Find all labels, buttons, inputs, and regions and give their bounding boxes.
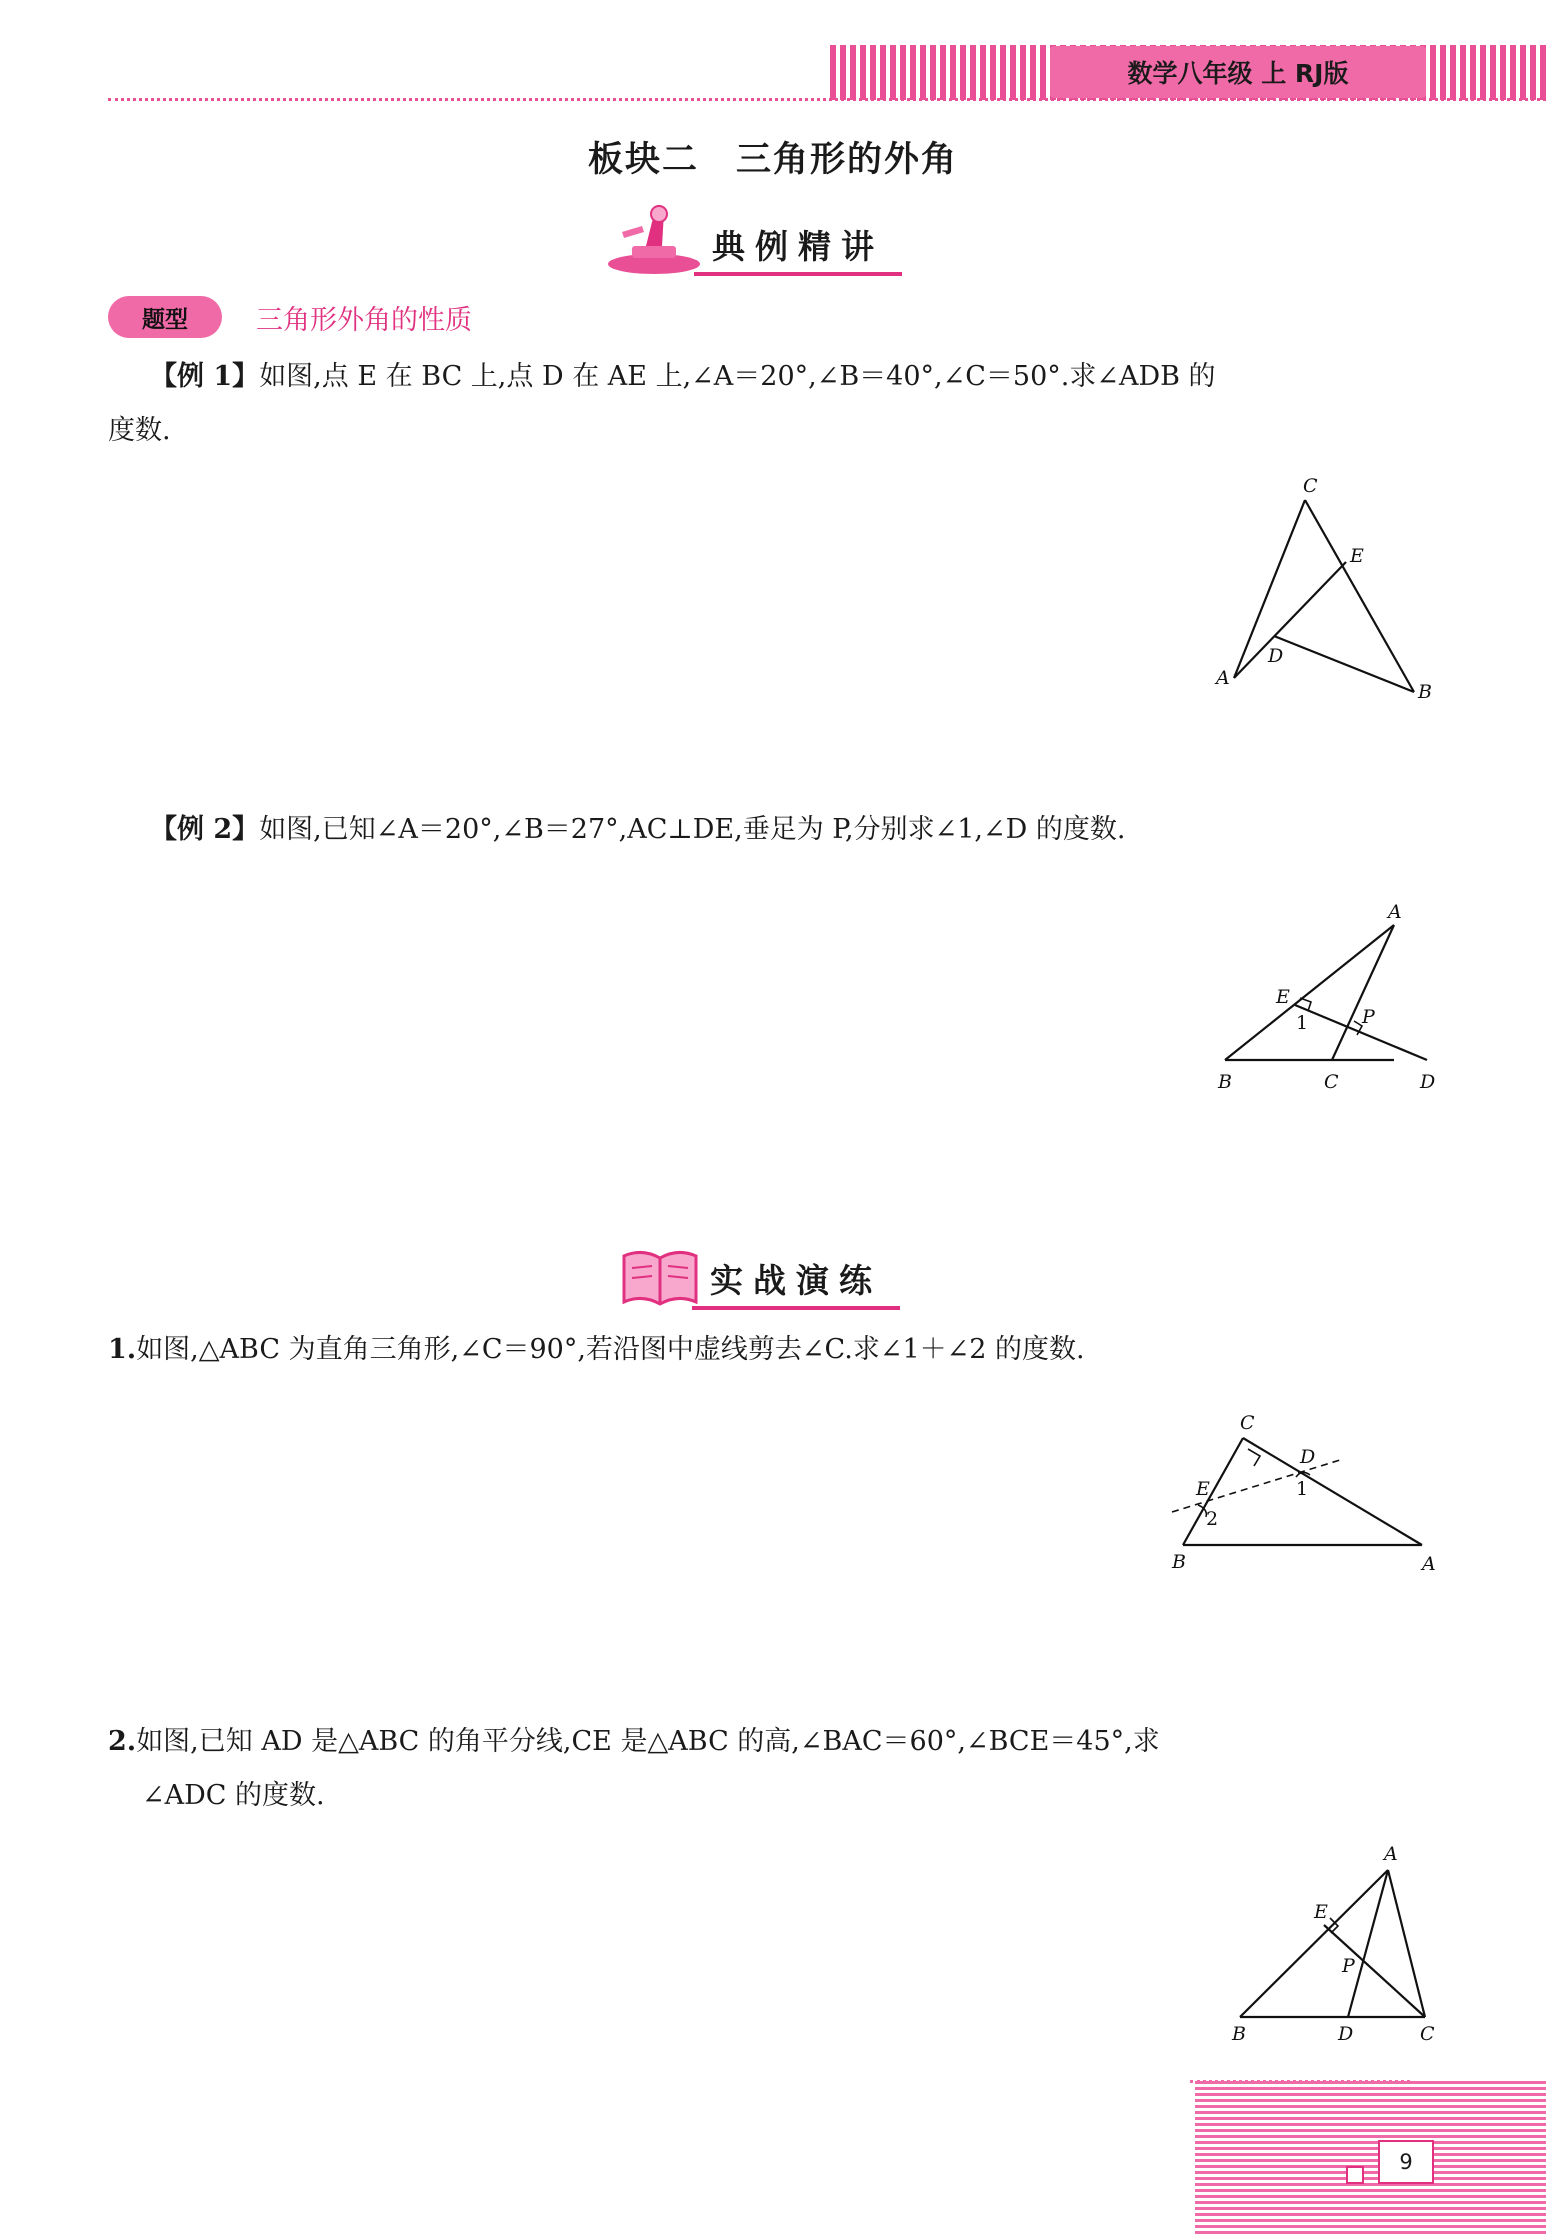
label-a: A xyxy=(1388,901,1402,923)
practice-banner xyxy=(620,1240,900,1310)
footer-dots xyxy=(1190,2080,1410,2083)
question-type-badge: 题型 xyxy=(108,296,222,338)
practice-banner-label: 实战演练 xyxy=(692,1255,900,1310)
edge-ac xyxy=(1332,925,1394,1060)
label-b: B xyxy=(1172,1551,1186,1573)
examples-banner-label: 典例精讲 xyxy=(694,221,902,276)
exercise2 xyxy=(108,1715,1428,1823)
label-d: D xyxy=(1338,2023,1354,2045)
edge-ba xyxy=(1225,925,1394,1060)
example1-figure xyxy=(1200,470,1440,710)
book-icon xyxy=(620,1240,700,1310)
exercise1-text: 如图,△ABC 为直角三角形,∠C＝90°,若沿图中虚线剪去∠C.求∠1＋∠2 的度数. xyxy=(136,1334,1085,1365)
exercise1 xyxy=(108,1323,1428,1377)
edge-ed xyxy=(1295,1005,1427,1060)
exercise1-figure xyxy=(1160,1405,1450,1580)
label-a: A xyxy=(1384,1843,1398,1865)
label-p: P xyxy=(1342,1955,1355,1977)
label-d: D xyxy=(1420,1071,1436,1093)
right-angle-c xyxy=(1248,1449,1260,1466)
label-b: B xyxy=(1218,1071,1232,1093)
label-d: D xyxy=(1300,1446,1316,1468)
label-angle-1: 1 xyxy=(1296,1012,1309,1034)
exercise2-line2: ∠ADC 的度数. xyxy=(142,1780,325,1811)
label-e: E xyxy=(1314,1901,1328,1923)
label-c: C xyxy=(1303,475,1318,497)
edge-ce xyxy=(1324,1925,1425,2017)
page-square-icon xyxy=(1346,2166,1364,2184)
example2 xyxy=(108,803,1428,857)
book-title: 数学八年级 上 RJ版 xyxy=(1050,46,1426,98)
label-e: E xyxy=(1350,545,1364,567)
label-c: C xyxy=(1420,2023,1435,2045)
edge-ca xyxy=(1243,1438,1422,1545)
example1-line2: 度数. xyxy=(108,415,171,446)
edge-ac xyxy=(1388,1870,1425,2017)
exercise2-text: 如图,已知 AD 是△ABC 的角平分线,CE 是△ABC 的高,∠BAC＝60°,∠BCE＝45°,求 xyxy=(136,1726,1160,1757)
edge-ba xyxy=(1240,1870,1388,2017)
label-c: C xyxy=(1324,1071,1339,1093)
exercise1-lead: 1. xyxy=(108,1334,137,1365)
edge-db xyxy=(1274,636,1414,692)
label-b: B xyxy=(1418,681,1432,703)
label-e: E xyxy=(1276,986,1290,1008)
edge-ad xyxy=(1348,1870,1388,2017)
label-angle-2: 2 xyxy=(1206,1508,1219,1530)
label-e: E xyxy=(1196,1478,1210,1500)
edge-cb xyxy=(1305,500,1414,692)
label-angle-1: 1 xyxy=(1296,1478,1309,1500)
example1 xyxy=(108,350,1428,458)
label-a: A xyxy=(1422,1553,1436,1575)
exercise2-line1 xyxy=(108,1715,1428,1769)
header-divider xyxy=(108,98,1546,101)
label-d: D xyxy=(1268,645,1284,667)
label-b: B xyxy=(1232,2023,1246,2045)
edge-ae xyxy=(1234,562,1346,678)
example1-lead: 【例 1】 xyxy=(150,361,260,392)
label-c: C xyxy=(1240,1412,1255,1434)
label-p: P xyxy=(1362,1006,1375,1028)
microscope-icon xyxy=(602,202,702,276)
example1-line1 xyxy=(108,350,1428,404)
label-a: A xyxy=(1216,667,1230,689)
example2-text: 如图,已知∠A＝20°,∠B＝27°,AC⊥DE,垂足为 P,分别求∠1,∠D 的度数. xyxy=(259,814,1126,845)
exercise2-figure xyxy=(1220,1840,1450,2050)
example1-text: 如图,点 E 在 BC 上,点 D 在 AE 上,∠A＝20°,∠B＝40°,∠C＝50°.求∠ADB 的 xyxy=(259,361,1216,392)
section-title: 板块二 三角形的外角 xyxy=(587,139,958,180)
question-type-title: 三角形外角的性质 xyxy=(256,305,472,336)
exercise1-line1 xyxy=(108,1323,1428,1377)
example2-figure xyxy=(1200,895,1450,1105)
examples-banner xyxy=(602,202,902,276)
footer-stripes xyxy=(1195,2078,1546,2234)
page-number: 9 xyxy=(1378,2140,1434,2184)
example2-line1 xyxy=(108,803,1428,857)
example2-lead: 【例 2】 xyxy=(150,814,260,845)
exercise2-lead: 2. xyxy=(108,1726,137,1757)
